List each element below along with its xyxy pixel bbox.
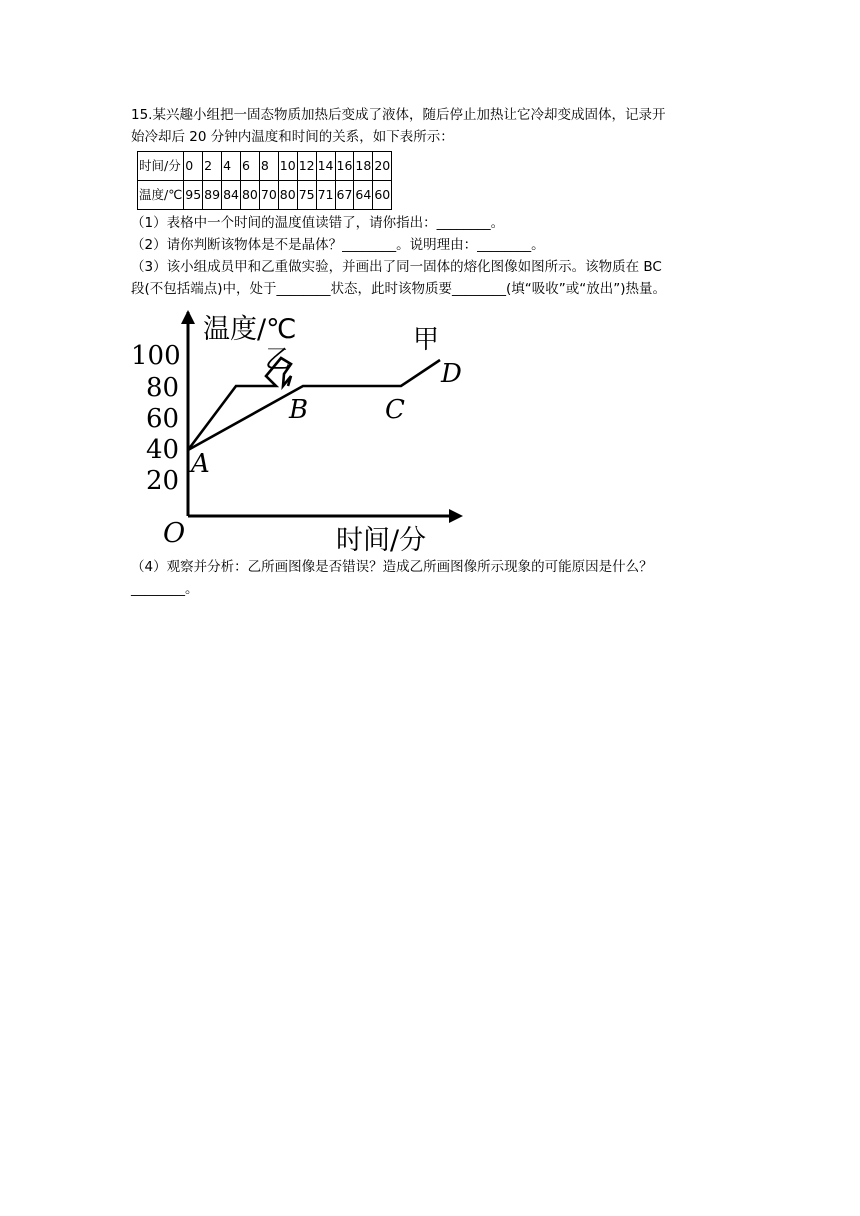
y-tick-label: 100 [131,341,181,371]
part-3-line-1: （3）该小组成员甲和乙重做实验，并画出了同一固体的熔化图像如图所示。该物质在 BC [131,259,662,275]
time-cell: 10 [278,152,297,181]
time-cell: 18 [354,152,373,181]
time-row [138,152,392,181]
time-cell: 12 [297,152,316,181]
time-cell: 2 [203,152,222,181]
x-axis-label: 时间/分 [336,525,427,554]
temp-cell: 64 [354,181,373,210]
part-4-line-2: ________。 [131,581,199,597]
time-cell: 0 [184,152,203,181]
origin-label: O [163,518,186,549]
temp-cell: 95 [184,181,203,210]
x-axis-arrow-icon [449,509,463,523]
time-cell: 8 [259,152,278,181]
point-label-b: B [289,395,309,425]
part-4-line-1: （4）观察并分析：乙所画图像是否错误？造成乙所画图像所示现象的可能原因是什么？ [131,559,653,575]
y-axis-arrow-icon [181,310,195,324]
y-axis-label: 温度/℃ [203,314,297,345]
time-cell: 20 [373,152,392,181]
time-cell: 14 [316,152,335,181]
melting-graph-svg [131,304,471,554]
temp-cell: 80 [240,181,259,210]
temp-cell: 80 [278,181,297,210]
temp-row [138,181,392,210]
question-15 [131,104,731,600]
part-3-line-2: 段(不包括端点)中，处于________状态，此时该物质要________(填“吸收”或“放出”)热量。 [131,281,667,297]
part-2: （2）请你判断该物体是不是晶体？________。说明理由：________。 [131,237,545,253]
question-number: 15. [131,107,153,123]
temp-cell: 67 [335,181,354,210]
temp-header: 温度/℃ [138,181,184,210]
question-stem [131,104,731,126]
time-header: 时间/分 [138,152,184,181]
curve-label-yi: 乙 [265,345,292,375]
data-table [137,151,392,210]
part-1: （1）表格中一个时间的温度值读错了，请你指出：________。 [131,215,505,231]
time-cell: 16 [335,152,354,181]
stem-line-2: 始冷却后 20 分钟内温度和时间的关系，如下表所示： [131,129,454,145]
temp-cell: 84 [222,181,241,210]
point-label-c: C [385,395,405,425]
melting-graph [131,304,471,554]
y-tick-label: 80 [146,373,180,403]
time-cell: 6 [240,152,259,181]
temp-cell: 70 [259,181,278,210]
temp-cell: 60 [373,181,392,210]
y-tick-label: 60 [146,404,180,434]
temp-cell: 89 [203,181,222,210]
temp-cell: 71 [316,181,335,210]
temp-cell: 75 [297,181,316,210]
y-tick-label: 40 [146,435,180,465]
point-label-d: D [441,359,462,389]
y-tick-label: 20 [146,466,180,496]
point-label-a: A [191,449,210,479]
time-cell: 4 [222,152,241,181]
curve-label-jia: 甲 [413,325,440,355]
stem-line-1: 某兴趣小组把一固态物质加热后变成了液体，随后停止加热让它冷却变成固体，记录开 [152,107,666,123]
